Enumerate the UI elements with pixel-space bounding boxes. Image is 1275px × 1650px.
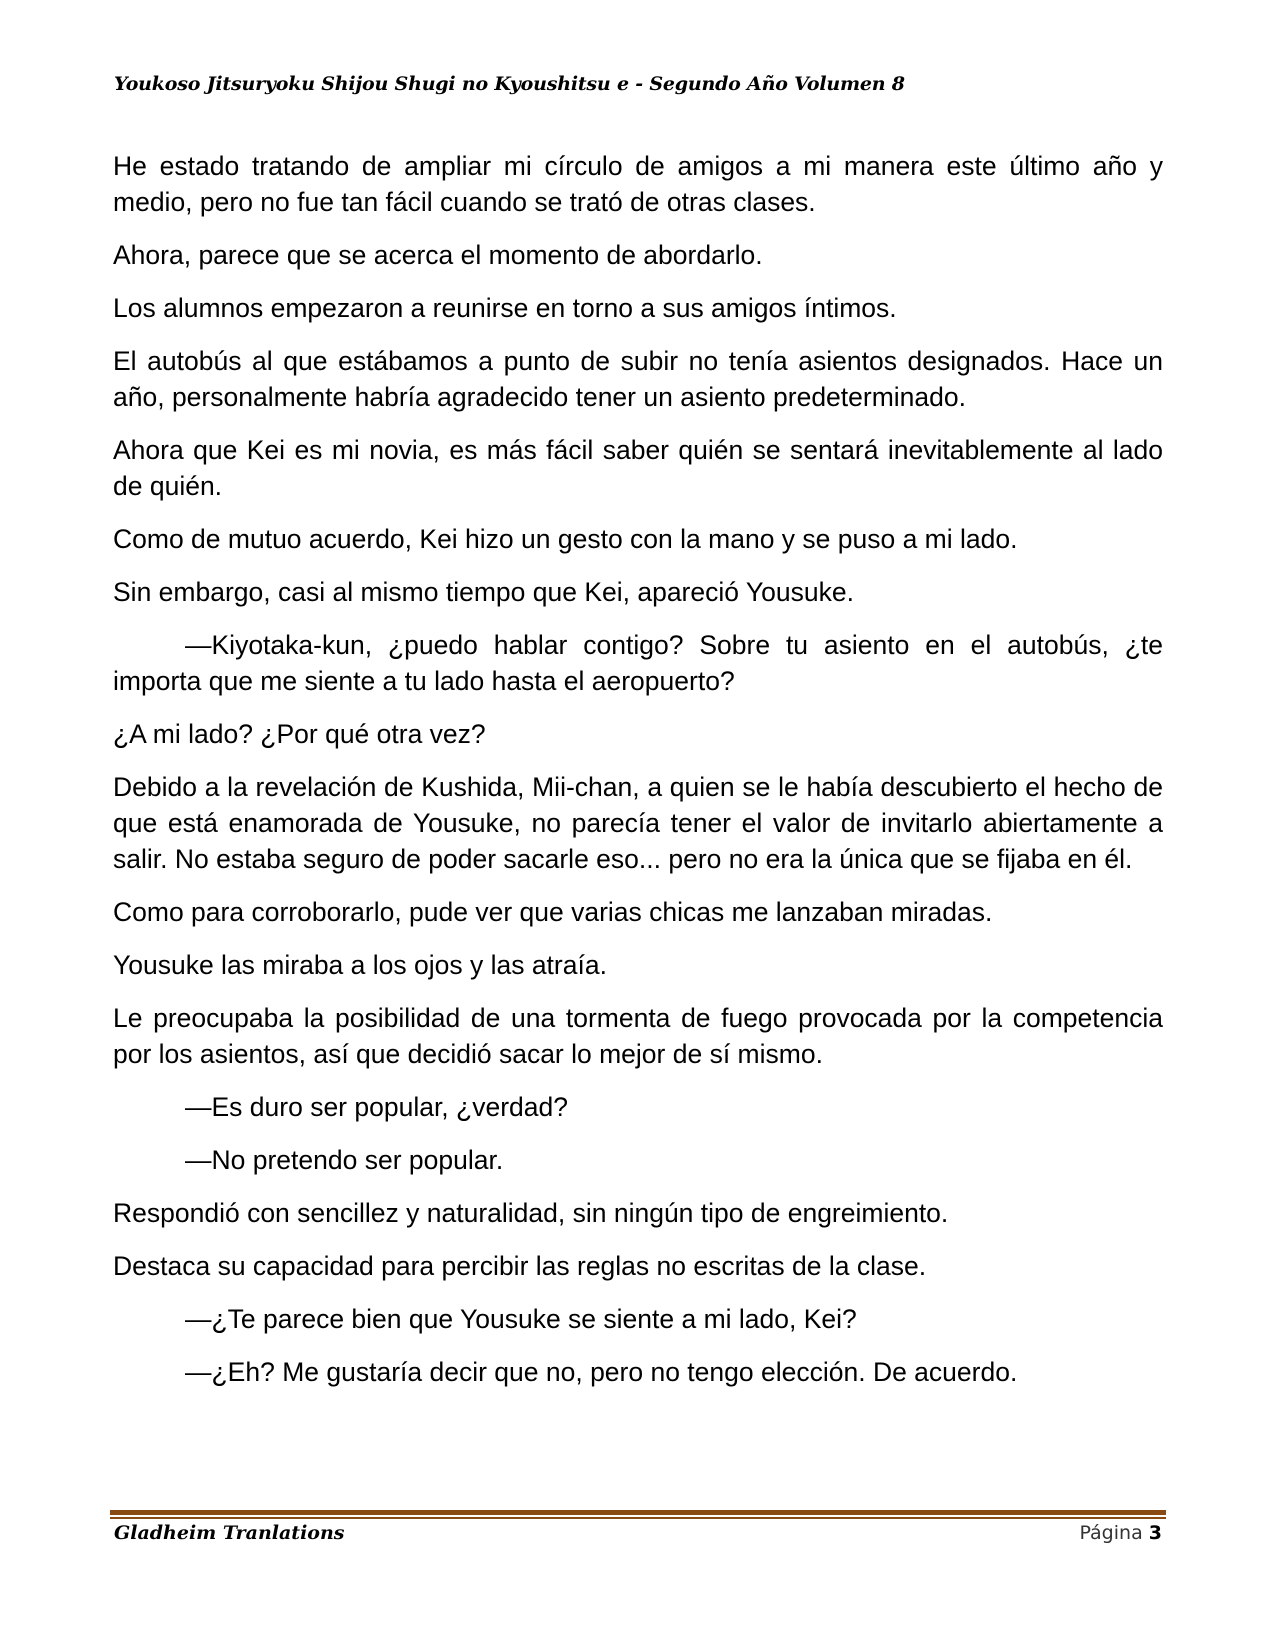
paragraph: —Es duro ser popular, ¿verdad? [185, 1092, 568, 1122]
paragraph: Respondió con sencillez y naturalidad, sin ningún tipo de engreimiento. [113, 1198, 949, 1228]
page-label: Página [1079, 1522, 1143, 1544]
paragraph: —¿Te parece bien que Yousuke se siente a mi lado, Kei? [185, 1304, 857, 1334]
footer-divider [110, 1510, 1166, 1519]
paragraph: Los alumnos empezaron a reunirse en torno a sus amigos íntimos. [113, 293, 897, 323]
paragraph: Debido a la revelación de Kushida, Mii-chan, a quien se le había descubierto el hecho de que está enamorada de Yousuke, no parecía tener el valor de invitarlo abiertamente a salir. No estaba seguro de poder sacarle eso... pero no era la única que se fijaba en él. [113, 772, 1163, 874]
paragraph: —Kiyotaka-kun, ¿puedo hablar contigo? Sobre tu asiento en el autobús, ¿te importa que me siente a tu lado hasta el aeropuerto? [113, 630, 1163, 696]
paragraph: Ahora que Kei es mi novia, es más fácil saber quién se sentará inevitablemente al lado de quién. [113, 435, 1163, 501]
page-number: 3 [1148, 1522, 1162, 1544]
paragraph: Yousuke las miraba a los ojos y las atraía. [113, 950, 607, 980]
paragraph: —¿Eh? Me gustaría decir que no, pero no tengo elección. De acuerdo. [185, 1357, 1018, 1387]
paragraph: He estado tratando de ampliar mi círculo de amigos a mi manera este último año y medio, pero no fue tan fácil cuando se trató de otras clases. [113, 151, 1163, 217]
paragraph: Ahora, parece que se acerca el momento de abordarlo. [113, 240, 763, 270]
paragraph: —No pretendo ser popular. [185, 1145, 504, 1175]
paragraph: Sin embargo, casi al mismo tiempo que Kei, apareció Yousuke. [113, 577, 854, 607]
paragraph: Le preocupaba la posibilidad de una tormenta de fuego provocada por la competencia por los asientos, así que decidió sacar lo mejor de sí mismo. [113, 1003, 1163, 1069]
running-header: Youkoso Jitsuryoku Shijou Shugi no Kyoushitsu e - Segundo Año Volumen 8 [114, 73, 905, 95]
footer-divider-thin [110, 1517, 1166, 1519]
paragraph: Destaca su capacidad para percibir las reglas no escritas de la clase. [113, 1251, 927, 1281]
paragraph: ¿A mi lado? ¿Por qué otra vez? [113, 719, 486, 749]
paragraph: El autobús al que estábamos a punto de subir no tenía asientos designados. Hace un año, personalmente habría agradecido tener un asiento predeterminado. [113, 346, 1163, 412]
paragraph: Como de mutuo acuerdo, Kei hizo un gesto con la mano y se puso a mi lado. [113, 524, 1018, 554]
body-text [113, 148, 1163, 1407]
footer-divider-thick [110, 1510, 1166, 1515]
page-number-label [1079, 1522, 1162, 1544]
translator-credit: Gladheim Tranlations [114, 1522, 345, 1544]
paragraph: Como para corroborarlo, pude ver que varias chicas me lanzaban miradas. [113, 897, 993, 927]
